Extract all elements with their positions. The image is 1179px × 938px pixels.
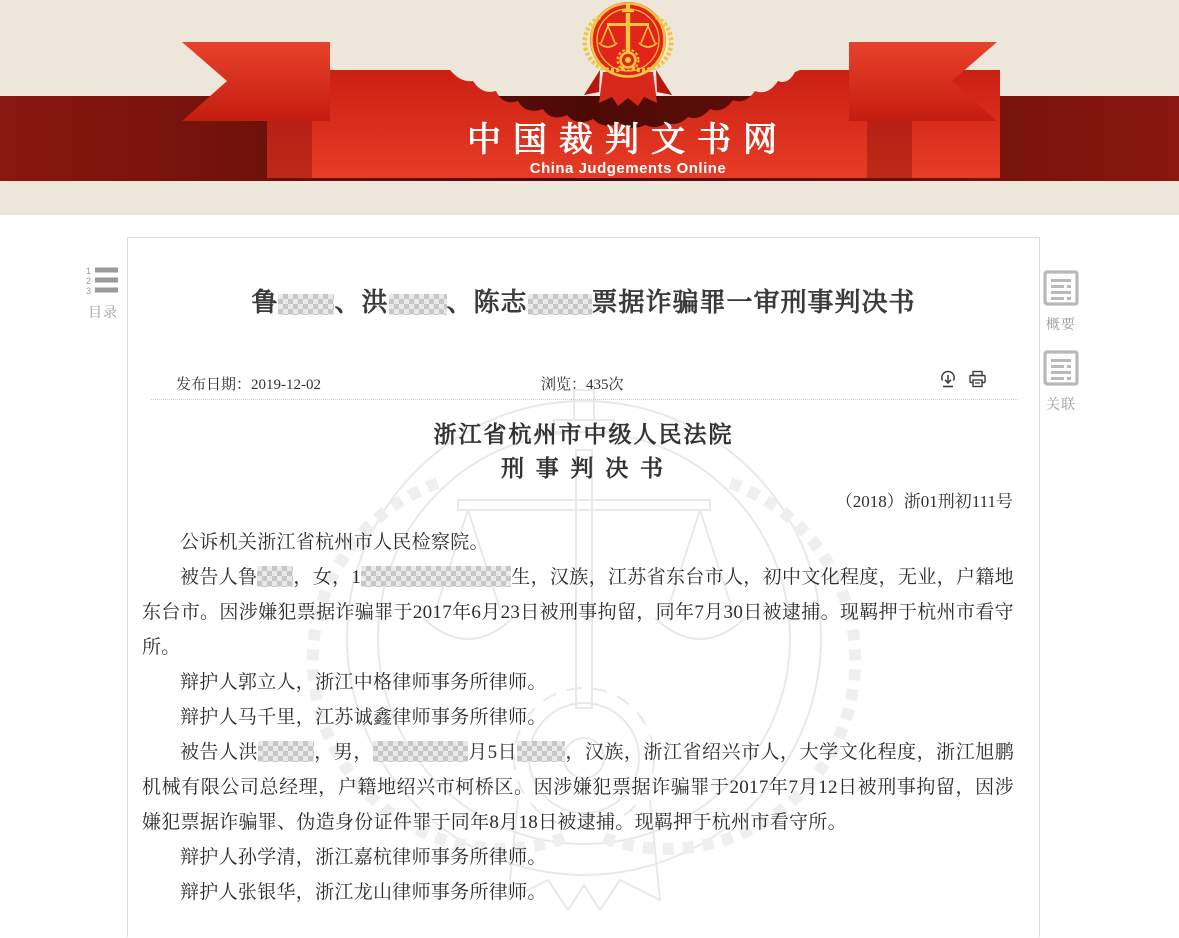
summary-label: 概要 xyxy=(1046,316,1076,332)
paragraph xyxy=(142,735,1014,840)
text-segment: 、陈志 xyxy=(446,287,528,317)
redacted-text xyxy=(373,741,468,762)
site-title: 中国裁判文书网 xyxy=(467,121,789,159)
site-subtitle: China Judgements Online xyxy=(529,160,727,177)
redacted-text xyxy=(528,294,592,315)
print-icon[interactable] xyxy=(967,369,988,389)
text-segment: ，女，1 xyxy=(293,567,362,588)
document-type: 刑 事 判 决 书 xyxy=(501,456,666,481)
text-segment: 辩护人马千里，江苏诚鑫律师事务所律师。 xyxy=(180,707,547,728)
redacted-text xyxy=(278,294,334,315)
document-card xyxy=(127,237,1040,937)
redacted-text xyxy=(389,294,447,315)
meta-bar xyxy=(128,369,1039,399)
site-header-banner xyxy=(0,0,1179,215)
text-segment: 辩护人张银华，浙江龙山律师事务所律师。 xyxy=(180,882,547,903)
redacted-text xyxy=(257,566,293,587)
toc-button[interactable] xyxy=(82,266,124,322)
text-segment: 、洪 xyxy=(334,287,389,317)
text-segment: 辩护人孙学清，浙江嘉杭律师事务所律师。 xyxy=(180,847,547,868)
document-title xyxy=(128,282,1039,319)
text-segment: 生，汉族，江苏省东台市人，初中文化程度，无业，户籍地东台市。因涉嫌犯票据诈骗罪于2017年6月23日被刑事拘留，同年7月30日被逮捕。现羁押于杭州市看守所。 xyxy=(142,567,1014,658)
text-segment: 辩护人郭立人，浙江中格律师事务所律师。 xyxy=(180,672,547,693)
text-segment: 被告人鲁 xyxy=(180,567,258,588)
numbered-list-icon xyxy=(86,266,120,294)
text-segment: 公诉机关浙江省杭州市人民检察院。 xyxy=(180,532,489,553)
paragraph xyxy=(142,840,1014,875)
redacted-text xyxy=(517,741,565,762)
document-body xyxy=(142,525,1014,910)
document-related-icon xyxy=(1043,350,1079,386)
paragraph xyxy=(142,875,1014,910)
svg-text:3: 3 xyxy=(86,286,92,296)
toc-label: 目录 xyxy=(88,304,118,320)
redacted-text xyxy=(258,741,314,762)
related-button[interactable] xyxy=(1040,350,1082,414)
paragraph xyxy=(142,560,1014,665)
publish-date: 发布日期：2019-12-02 xyxy=(176,377,322,393)
meta-actions xyxy=(938,369,988,389)
redacted-text xyxy=(361,566,511,587)
svg-text:1: 1 xyxy=(86,266,92,276)
court-name: 浙江省杭州市中级人民法院 xyxy=(433,422,734,447)
view-count: 浏览：435次 xyxy=(541,377,624,393)
text-segment: 票据诈骗罪一审刑事判决书 xyxy=(591,287,916,317)
text-segment: 月5日 xyxy=(467,742,518,763)
text-segment: 被告人洪 xyxy=(180,742,259,763)
meta-divider xyxy=(151,399,1018,400)
paragraph xyxy=(142,525,1014,560)
text-segment: ，汉族，浙江省绍兴市人，大学文化程度，浙江旭鹏机械有限公司总经理，户籍地绍兴市柯桥区。因涉嫌犯票据诈骗罪于2017年7月12日被刑事拘留，因涉嫌犯票据诈骗罪、伪造身份证件罪于同年8月18日被逮捕。现羁押于杭州市看守所。 xyxy=(142,742,1015,833)
related-label: 关联 xyxy=(1046,396,1076,412)
paragraph xyxy=(142,665,1014,700)
case-number: （2018）浙01刑初111号 xyxy=(835,492,1013,511)
paragraph xyxy=(142,700,1014,735)
svg-text:2: 2 xyxy=(86,276,92,286)
text-segment: ，男， xyxy=(314,742,373,763)
document-summary-icon xyxy=(1043,270,1079,306)
court-emblem-icon xyxy=(584,2,672,106)
summary-button[interactable] xyxy=(1040,270,1082,334)
download-icon[interactable] xyxy=(938,369,958,389)
text-segment: 鲁 xyxy=(251,287,279,317)
